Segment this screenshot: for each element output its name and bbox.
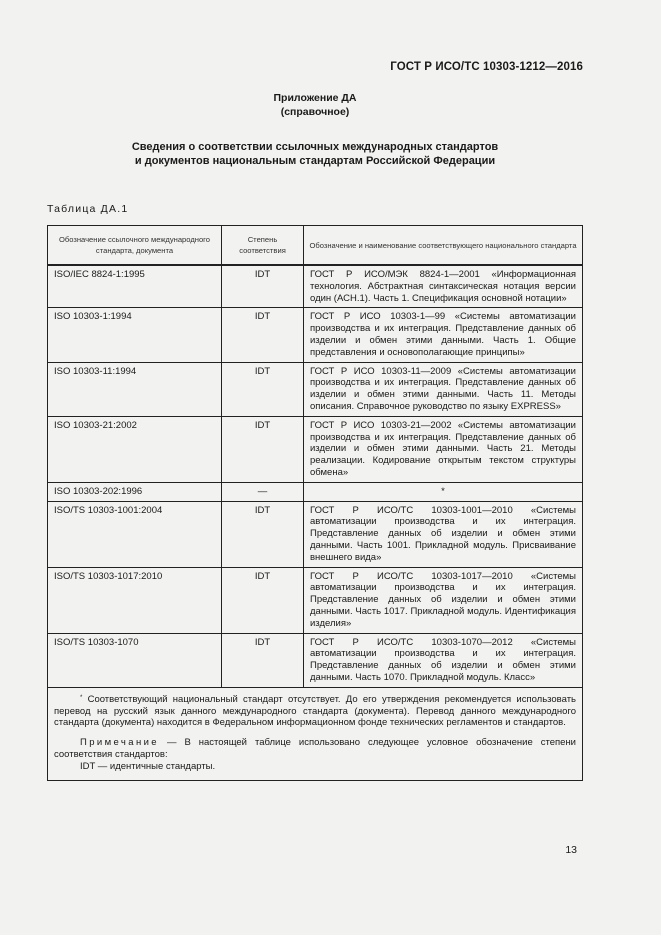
cell-degree: — xyxy=(222,482,304,501)
cell-national-standard: ГОСТ Р ИСО 10303-21—2002 «Системы автоматизации производства и их интеграция. Представление данных об изделии и обмен этими данными. Часть 21. Методы реализации. Кодирование открытым текстом структуры обмена» xyxy=(304,416,583,482)
correspondence-table xyxy=(47,225,583,781)
section-title-line-1: Сведения о соответствии ссылочных международных стандартов xyxy=(131,141,499,153)
document-code-header: ГОСТ Р ИСО/ТС 10303-1212—2016 xyxy=(390,61,583,73)
cell-national-standard: * xyxy=(304,482,583,501)
cell-national-standard: ГОСТ Р ИСО/ТС 10303-1017—2010 «Системы автоматизации производства и их интеграция. Представление данных об изделии и обмен этими данными. Часть 1017. Прикладной модуль. Идентификация изделия» xyxy=(304,567,583,633)
cell-national-standard: ГОСТ Р ИСО/ТС 10303-1070—2012 «Системы автоматизации производства и их интеграция. Представление данных об изделии и обмен этими данными. Часть 1070. Прикладной модуль. Класс» xyxy=(304,633,583,687)
cell-national-standard: ГОСТ Р ИСО/МЭК 8824-1—2001 «Информационная технология. Абстрактная синтаксическая нотация версии один (АСН.1). Часть 1. Спецификация основной нотации» xyxy=(304,265,583,308)
cell-national-standard: ГОСТ Р ИСО/ТС 10303-1001—2010 «Системы автоматизации производства и их интеграция. Представление данных об изделии и обмен этими данными. Часть 1001. Прикладной модуль. Присваивание внешнего вида» xyxy=(304,501,583,567)
appendix-subtitle: (справочное) xyxy=(280,106,350,118)
table-header-row xyxy=(48,226,583,266)
header-degree: Степень соответствия xyxy=(222,226,304,266)
section-title-line-2: и документов национальным стандартам Российской Федерации xyxy=(134,155,496,167)
cell-degree: IDT xyxy=(222,362,304,416)
cell-degree: IDT xyxy=(222,265,304,308)
cell-international-standard: ISO 10303-1:1994 xyxy=(48,308,222,362)
note-label: Примечание xyxy=(80,737,159,749)
cell-international-standard: ISO 10303-11:1994 xyxy=(48,362,222,416)
cell-national-standard: ГОСТ Р ИСО 10303-1—99 «Системы автоматизации производства и их интеграция. Представление данных об изделии и обмен этими данными. Часть 1. Общие представления и основополагающие принципы» xyxy=(304,308,583,362)
table-label: Таблица ДА.1 xyxy=(47,203,129,215)
appendix-title: Приложение ДА xyxy=(273,92,357,104)
cell-international-standard: ISO 10303-21:2002 xyxy=(48,416,222,482)
cell-degree: IDT xyxy=(222,567,304,633)
cell-international-standard: ISO/TS 10303-1070 xyxy=(48,633,222,687)
note-text: В настоящей таблице использовано следующее условное обозначение степени соответствия стандартов: xyxy=(54,737,576,760)
table-row xyxy=(48,633,583,687)
cell-international-standard: ISO 10303-202:1996 xyxy=(48,482,222,501)
footnote-marker: * xyxy=(80,694,83,701)
header-international-standard: Обозначение ссылочного международного стандарта, документа xyxy=(48,226,222,266)
footnote-cell xyxy=(48,687,583,781)
table-row xyxy=(48,308,583,362)
footnote-text: Соответствующий национальный стандарт отсутствует. До его утверждения рекомендуется использовать перевод на русский язык данного международного стандарта (документа). Перевод данного международного стандарта (документа) находится в Федеральном информационном фонде технических регламентов и стандартов. xyxy=(54,693,576,729)
section-title xyxy=(0,140,630,168)
cell-national-standard: ГОСТ Р ИСО 10303-11—2009 «Системы автоматизации производства и их интеграция. Представление данных об изделии и обмен этими данными. Часть 11. Методы описания. Справочное руководство по языку EXPRESS» xyxy=(304,362,583,416)
cell-degree: IDT xyxy=(222,416,304,482)
table-row xyxy=(48,501,583,567)
page-number: 13 xyxy=(565,844,577,856)
cell-degree: IDT xyxy=(222,308,304,362)
table-row xyxy=(48,362,583,416)
cell-international-standard: ISO/TS 10303-1017:2010 xyxy=(48,567,222,633)
note-dash: — xyxy=(159,737,185,749)
table-row xyxy=(48,482,583,501)
table-row xyxy=(48,567,583,633)
cell-international-standard: ISO/TS 10303-1001:2004 xyxy=(48,501,222,567)
table-note xyxy=(54,737,576,761)
cell-degree: IDT xyxy=(222,633,304,687)
cell-degree: IDT xyxy=(222,501,304,567)
table-footnote-row xyxy=(48,687,583,781)
table-row xyxy=(48,416,583,482)
cell-international-standard: ISO/IEC 8824-1:1995 xyxy=(48,265,222,308)
appendix-heading xyxy=(0,91,630,119)
note-item: IDT — идентичные стандарты. xyxy=(80,760,216,772)
table-row xyxy=(48,265,583,308)
footnote xyxy=(54,694,576,729)
header-national-standard: Обозначение и наименование соответствующего национального стандарта xyxy=(304,226,583,266)
